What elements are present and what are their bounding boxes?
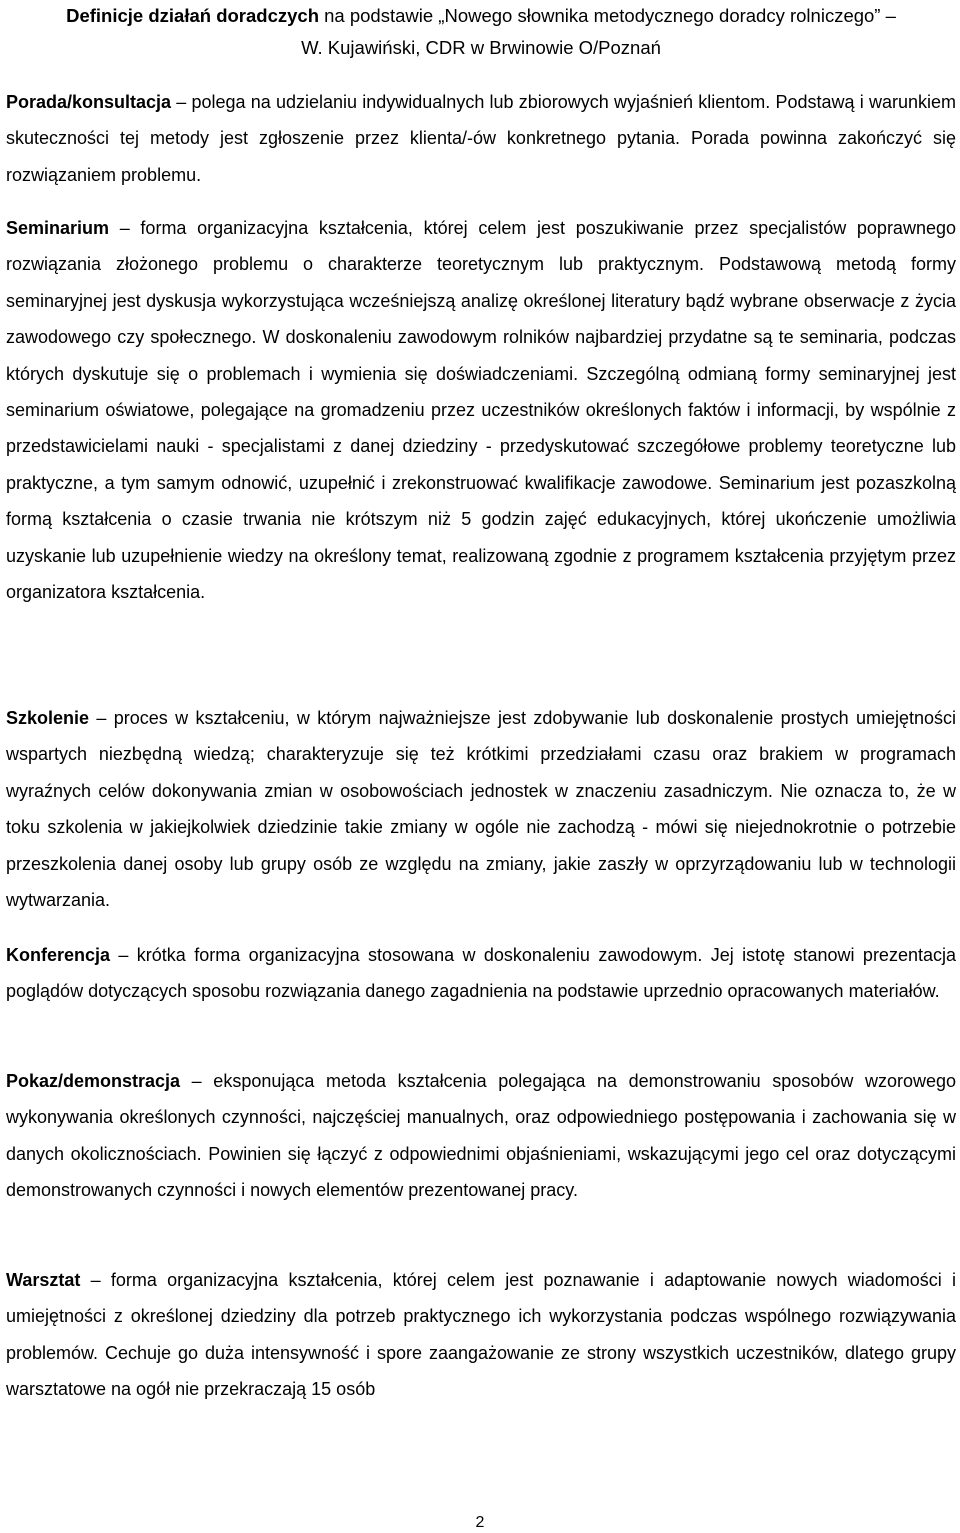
definition-text-konferencja: – krótka forma organizacyjna stosowana w doskonaleniu zawodowym. Jej istotę stanowi prezentacja poglądów dotyczących sposobu rozwiązania danego zagadnienia na podstawie uprzednio opracowanych materiałów. — [6, 945, 956, 1002]
term-szkolenie: Szkolenie — [6, 708, 90, 728]
definition-text-seminarium: – forma organizacyjna kształcenia, której celem jest poszukiwanie przez specjalistów poprawnego rozwiązania złożonego problemu o charakterze teoretycznym lub praktycznym. Podstawową metodą formy seminaryjnej jest dyskusja wykorzystująca wcześniejszą analizę określonej literatury bądź wybrane obserwacje z życia zawodowego czy społecznego. W doskonaleniu zawodowym rolników najbardziej przydatne są te seminaria, podczas których dyskutuje się o problemach i wymienia się doświadczeniami. Szczególną odmianą formy seminaryjnej jest seminarium oświatowe, polegające na gromadzeniu przez uczestników określonych faktów i informacji, by wspólnie z przedstawicielami nauki - specjalistami z danej dziedziny - przedyskutować szczegółowe problemy teoretyczne lub praktyczne, a tym samym odnowić, uzupełnić i zrekonstruować kwalifikacje zawodowe. Seminarium jest pozaszkolną formą kształcenia o czasie trwania nie krótszym niż 5 godzin zajęć edukacyjnych, której ukończenie umożliwia uzyskanie lub uzupełnienie wiedzy na określony temat, realizowaną zgodnie z programem kształcenia przyjętym przez organizatora kształcenia. — [6, 218, 956, 603]
title-rest: na podstawie „Nowego słownika metodycznego doradcy rolniczego” – — [319, 5, 896, 26]
term-pokaz: Pokaz/demonstracja — [6, 1071, 181, 1091]
term-porada: Porada/konsultacja — [6, 92, 172, 112]
definition-pokaz — [6, 1063, 956, 1209]
title-line-1 — [6, 0, 956, 32]
definition-szkolenie — [6, 700, 956, 918]
definition-warsztat — [6, 1262, 956, 1408]
title-bold: Definicje działań doradczych — [66, 5, 319, 26]
page-number: 2 — [475, 1514, 485, 1531]
document-page — [6, 0, 956, 1400]
definition-konferencja — [6, 937, 956, 1010]
definition-text-warsztat: – forma organizacyjna kształcenia, której celem jest poznawanie i adaptowanie nowych wiadomości i umiejętności z określonej dziedziny dla potrzeb praktycznego ich wykorzystania podczas wspólnego rozwiązywania problemów. Cechuje go duża intensywność i spore zaangażowanie ze strony wszystkich uczestników, dlatego grupy warsztatowe na ogół nie przekraczają 15 osób — [6, 1270, 956, 1400]
definition-text-pokaz: – eksponująca metoda kształcenia polegająca na demonstrowaniu sposobów wzorowego wykonywania określonych czynności, najczęściej manualnych, oraz odpowiedniego postępowania i zachowania się w danych okolicznościach. Powinien się łączyć z odpowiednimi objaśnieniami, wskazującymi jego cel oraz dotyczącymi demonstrowanych czynności i nowych elementów prezentowanej pracy. — [6, 1071, 956, 1201]
definition-porada — [6, 84, 956, 193]
definition-text-szkolenie: – proces w kształceniu, w którym najważniejsze jest zdobywanie lub doskonalenie prostych umiejętności wspartych niezbędną wiedzą; charakteryzuje się też krótkimi przedziałami czasu oraz brakiem w programach wyraźnych celów dokonywania zmian w osobowościach jednostek w znaczeniu zasadniczym. Nie oznacza to, że w toku szkolenia w jakiejkolwiek dziedzinie takie zmiany w ogóle nie zachodzą - mówi się niejednokrotnie o potrzebie przeszkolenia danej osoby lub grupy osób ze względu na zmiany, jakie zaszły w oprzyrządowaniu lub w technologii wytwarzania. — [6, 708, 956, 911]
term-konferencja: Konferencja — [6, 945, 111, 965]
title-line-2: W. Kujawiński, CDR w Brwinowie O/Poznań — [301, 37, 661, 58]
term-seminarium: Seminarium — [6, 218, 110, 238]
definition-text-porada: – polega na udzielaniu indywidualnych lub zbiorowych wyjaśnień klientom. Podstawą i warunkiem skuteczności tej metody jest zgłoszenie przez klienta/-ów konkretnego pytania. Porada powinna zakończyć się rozwiązaniem problemu. — [6, 92, 956, 185]
document-title — [6, 0, 956, 64]
definition-seminarium — [6, 210, 956, 610]
term-warsztat: Warsztat — [6, 1270, 81, 1290]
